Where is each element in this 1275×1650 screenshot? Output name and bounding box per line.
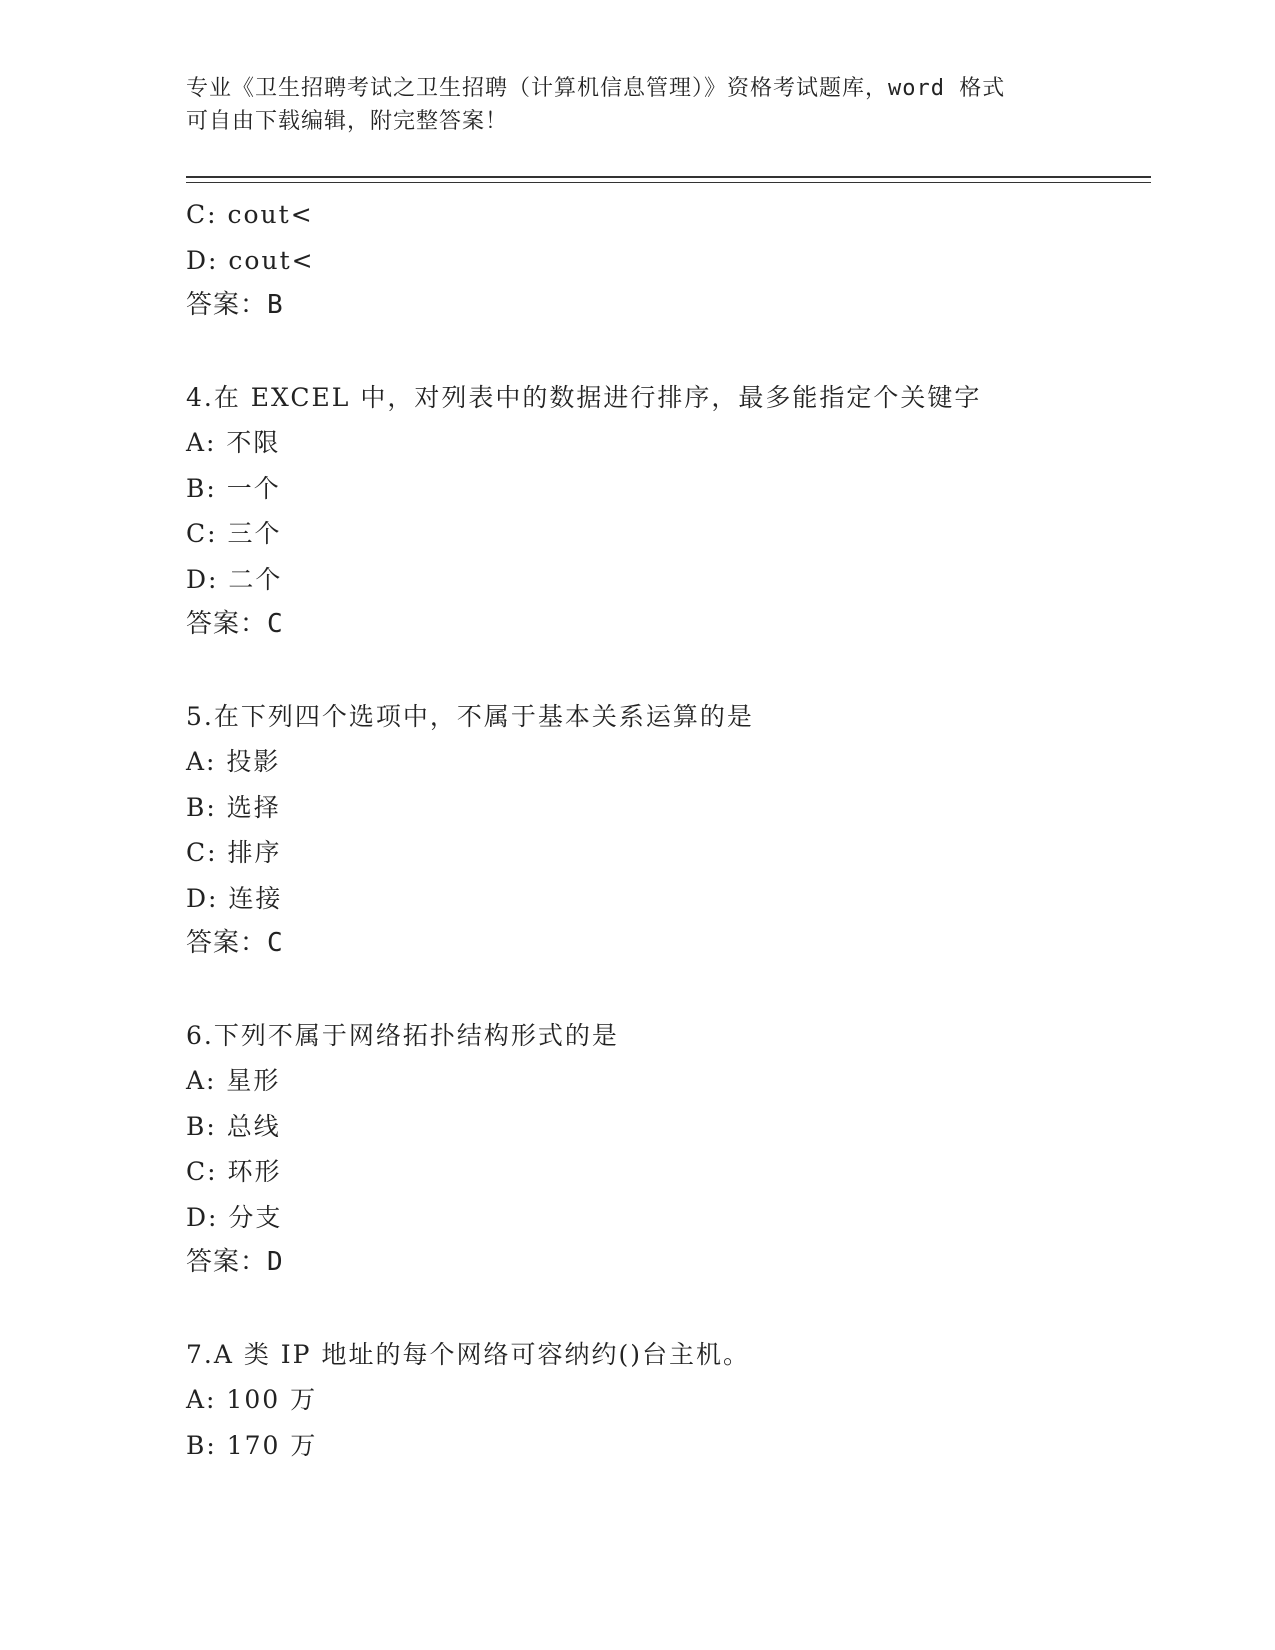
option-c: C: 三个 — [186, 519, 282, 548]
question-3 — [186, 192, 1151, 329]
answer-line: 答案：B — [186, 290, 284, 320]
question-text: 5.在下列四个选项中，不属于基本关系运算的是 — [186, 701, 754, 731]
question-text: 7.A 类 IP 地址的每个网络可容纳约()台主机。 — [186, 1339, 750, 1369]
option-b: B: 选择 — [186, 792, 281, 822]
question-list — [186, 192, 1151, 1468]
option-a: A: 100 万 — [186, 1385, 318, 1414]
option-d: D: 连接 — [186, 883, 283, 913]
option-d: D: 分支 — [186, 1202, 283, 1232]
option-c: C: 排序 — [186, 838, 282, 867]
option-b: B: 总线 — [186, 1111, 281, 1141]
question-4 — [186, 375, 1151, 648]
option-b: B: 一个 — [186, 473, 281, 503]
option-d: D: cout< — [186, 245, 315, 275]
answer-line: 答案：C — [186, 609, 284, 639]
option-d: D: 二个 — [186, 564, 283, 594]
question-6 — [186, 1013, 1151, 1286]
option-b: B: 170 万 — [186, 1430, 318, 1460]
option-c: C: 环形 — [186, 1157, 282, 1186]
spacer — [186, 1286, 1151, 1332]
spacer — [186, 329, 1151, 375]
header-divider-thick — [186, 176, 1151, 178]
question-text: 4.在 EXCEL 中，对列表中的数据进行排序，最多能指定个关键字 — [186, 382, 982, 412]
question-5 — [186, 694, 1151, 967]
header-line-1: 专业《卫生招聘考试之卫生招聘（计算机信息管理）》资格考试题库，word 格式 — [186, 76, 1006, 101]
spacer — [186, 648, 1151, 694]
header-line-2: 可自由下载编辑，附完整答案！ — [186, 109, 509, 134]
header-divider-thin — [186, 182, 1151, 183]
answer-line: 答案：C — [186, 928, 284, 958]
option-c: C: cout< — [186, 200, 314, 229]
document-header — [186, 72, 1086, 138]
question-7 — [186, 1332, 1151, 1469]
question-text: 6.下列不属于网络拓扑结构形式的是 — [186, 1020, 619, 1050]
answer-line: 答案：D — [186, 1247, 284, 1277]
spacer — [186, 967, 1151, 1013]
option-a: A: 不限 — [186, 428, 281, 457]
option-a: A: 投影 — [186, 747, 281, 776]
option-a: A: 星形 — [186, 1066, 281, 1095]
